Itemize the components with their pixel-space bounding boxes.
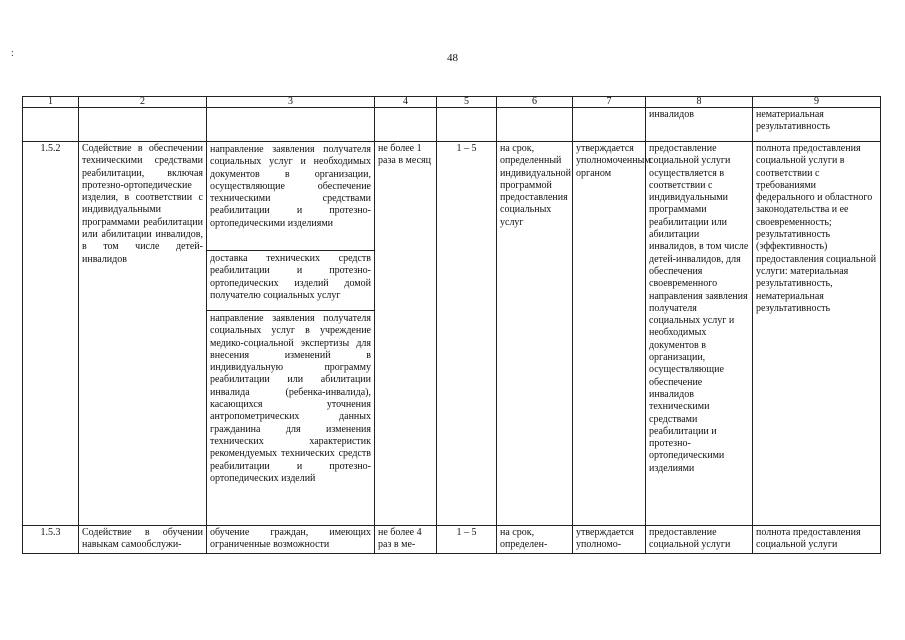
- norm: утверждается уполномо-: [573, 526, 646, 554]
- col-header-8: 8: [646, 97, 753, 108]
- row-number: 1.5.3: [23, 526, 79, 554]
- table-row-1-5-2: [23, 142, 881, 526]
- continuation-col8: инвалидов: [646, 108, 753, 142]
- frequency: не более 4 раз в ме-: [375, 526, 437, 554]
- cell: [375, 108, 437, 142]
- header-row: [23, 97, 881, 108]
- content-item: направление заявления получателя социальных услуг в учреждение медико-социальной экспертизы для внесения изменений в индивидуальную программу реабилитации или абилитации инвалида (ребенка-инвалида), касающихся уточнения антропометрических данных гражданина для изменения технических характеристик рекомендуемых технических средств реабилитации и протезно-ортопедических изделий: [210, 313, 371, 484]
- col-header-4: 4: [375, 97, 437, 108]
- services-table: [22, 96, 881, 554]
- quality: полнота предоставления социальной услуги: [753, 526, 881, 554]
- service-content: [207, 142, 375, 526]
- row-number: 1.5.2: [23, 142, 79, 526]
- norm: утверждается уполномоченным органом: [573, 142, 646, 526]
- quality: полнота предоставления социальной услуги в соответствии с требованиями федерального и областного законодательства и ее своевременность; результативность (эффективность) предоставления социальной услуги: материальная результативность, нематериальная результативность: [753, 142, 881, 526]
- service-name: Содействие в обеспечении техническими средствами реабилитации, включая протезно-ортопедические изделия, в соответствии с индивидуальными программами реабилитации или абилитации инвалидов, в том числе детей-инвалидов: [79, 142, 207, 526]
- units: 1 – 5: [437, 142, 497, 526]
- cell: [573, 108, 646, 142]
- cell: [207, 108, 375, 142]
- service-name: Содействие в обучении навыкам самообслужи-: [79, 526, 207, 554]
- col-header-9: 9: [753, 97, 881, 108]
- table-row-1-5-3: [23, 526, 881, 554]
- cell: [79, 108, 207, 142]
- page-number: 48: [447, 52, 458, 64]
- service-content: обучение граждан, имеющих ограниченные возможности: [207, 526, 375, 554]
- content-item: доставка технических средств реабилитации и протезно-ортопедических изделий домой получателю социальных услуг: [207, 251, 374, 311]
- conditions: предоставление социальной услуги: [646, 526, 753, 554]
- cell: [497, 108, 573, 142]
- col-header-1: 1: [23, 97, 79, 108]
- content-item: направление заявления получателя социальных услуг и необходимых документов в организации, осуществляющие обеспечение техническими средствами реабилитации и протезно-ортопедическими изделиями: [207, 142, 374, 251]
- col-header-5: 5: [437, 97, 497, 108]
- conditions: предоставление социальной услуги осуществляется в соответствии с индивидуальными программами реабилитации или абилитации инвалидов, в том числе детей-инвалидов, для обеспечения своевременного направления заявления получателя социальных услуг и необходимых документов в организации, осуществляющие обеспечение инвалидов техническими средствами реабилитации и протезно-ортопедическими изделиями: [646, 142, 753, 526]
- continuation-row: [23, 108, 881, 142]
- col-header-6: 6: [497, 97, 573, 108]
- term: на срок, определен-: [497, 526, 573, 554]
- term: на срок, определенный индивидуальной программой предоставления социальных услуг: [497, 142, 573, 526]
- margin-mark: :: [11, 48, 14, 59]
- col-header-3: 3: [207, 97, 375, 108]
- cell: [437, 108, 497, 142]
- units: 1 – 5: [437, 526, 497, 554]
- continuation-col9: нематериальная результативность: [753, 108, 881, 142]
- col-header-2: 2: [79, 97, 207, 108]
- cell: [23, 108, 79, 142]
- col-header-7: 7: [573, 97, 646, 108]
- frequency: не более 1 раза в месяц: [375, 142, 437, 526]
